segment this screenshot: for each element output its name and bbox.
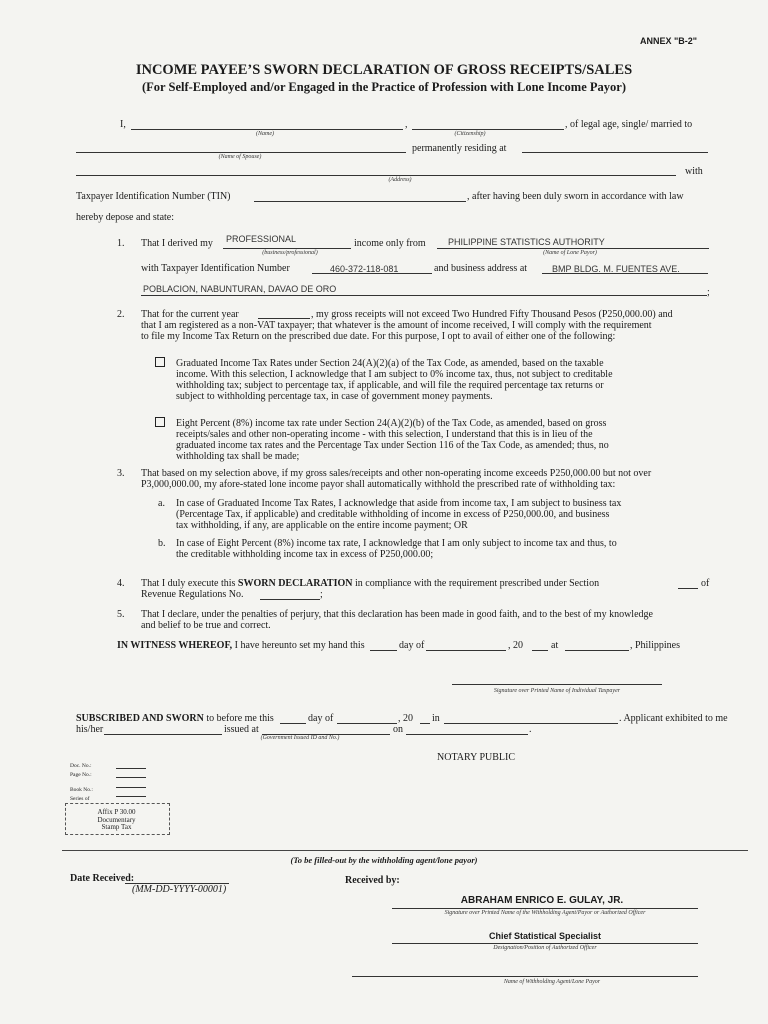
tin-field[interactable]: [254, 201, 466, 202]
item2-line1a: That for the current year: [141, 309, 239, 320]
opt-a-line: subject to withholding percentage tax, in case of government money payments.: [176, 391, 493, 402]
payor-line: [437, 248, 709, 249]
opt-b-line: receipts/sales and other non-operating income - with this selection, I understand that this is in lieu of the: [176, 429, 593, 440]
item1-num: 1.: [117, 238, 125, 249]
comma: ,: [405, 119, 408, 130]
item1-tin-label: with Taxpayer Identification Number: [141, 263, 290, 274]
witness-at: at: [551, 640, 559, 651]
item3-line1: That based on my selection above, if my gross sales/receipts and other non-operating income exceeds P250,000.00 but not over: [141, 468, 652, 479]
agent-name-line[interactable]: [352, 976, 698, 977]
item3a-line: (Percentage Tax, if applicable) and creditable withholding of income in excess of P250,000.00, and business: [176, 509, 610, 520]
officer-name: ABRAHAM ENRICO E. GULAY, JR.: [460, 895, 624, 906]
address-field[interactable]: [76, 175, 676, 176]
item3a-label: a.: [158, 498, 165, 509]
item4-line2: Revenue Regulations No.: [141, 589, 244, 600]
semicolon: ;: [707, 287, 710, 298]
subscribed-text: to before me this: [206, 713, 274, 724]
item2-line2: that I am registered as a non-VAT taxpayer; that whatever is the amount of income received, I will comply with the requirement: [141, 320, 652, 331]
eight-percent-text: [176, 418, 609, 462]
witness-month-field[interactable]: [426, 650, 506, 651]
book-no-label: Book No.:: [70, 787, 93, 793]
item3b-label: b.: [158, 538, 166, 549]
item2-num: 2.: [117, 309, 125, 320]
received-by-label: Received by:: [345, 875, 400, 886]
withholding-agent-note: (To be filled-out by the withholding agent/lone payor): [290, 855, 478, 865]
item4-text: That I duly execute this: [141, 578, 236, 589]
officer-signature-caption: Signature over Printed Name of the Withholding Agent/Payor or Authorized Officer: [444, 910, 646, 916]
payor-tin-value[interactable]: 460-372-118-081: [330, 264, 399, 274]
item2-line1b: , my gross receipts will not exceed Two Hundred Fifty Thousand Pesos (P250,000.00) and: [311, 309, 673, 320]
tin-label: Taxpayer Identification Number (TIN): [76, 191, 231, 202]
subscribed-his-her: his/her: [76, 724, 104, 735]
rr-number-field[interactable]: [260, 599, 320, 600]
citizenship-field[interactable]: [412, 129, 564, 130]
address-caption: (Address): [388, 177, 412, 183]
opt-a-line: Graduated Income Tax Rates under Section 24(A)(2)(a) of the Tax Code, as amended, based on the taxable: [176, 358, 604, 369]
officer-signature-line[interactable]: [392, 908, 698, 909]
item3a-line: In case of Graduated Income Tax Rates, I acknowledge that aside from income tax, I am subject to business tax: [176, 498, 622, 509]
item3b-text: [176, 538, 617, 560]
date-format-hint: (MM-DD-YYYY-00001): [132, 884, 227, 895]
section-field[interactable]: [678, 588, 698, 589]
eight-percent-checkbox[interactable]: [155, 417, 165, 427]
with-text: with: [685, 166, 703, 177]
item4-text: in compliance with the requirement prescribed under Section: [354, 578, 600, 589]
item5-line2: and belief to be true and correct.: [141, 620, 271, 631]
depose-text: hereby depose and state:: [76, 212, 175, 223]
taxpayer-signature-line[interactable]: [452, 684, 662, 685]
opt-a-line: income. With this selection, I acknowledge that I am subject to 0% income tax, thus, not subject to creditable: [176, 369, 613, 380]
doc-no-field[interactable]: [116, 768, 146, 769]
legal-age-text: , of legal age, single/ married to: [565, 119, 693, 130]
spouse-caption: (Name of Spouse): [218, 154, 262, 160]
witness-year-field[interactable]: [532, 650, 548, 651]
item3a-text: [176, 498, 621, 531]
annex-label: ANNEX "B-2": [640, 36, 698, 46]
witness-philippines: , Philippines: [630, 640, 681, 651]
item1-derived: That I derived my: [141, 238, 213, 249]
business-address-line2-value[interactable]: POBLACION, NABUNTURAN, DAVAO DE ORO: [143, 284, 337, 294]
item5-line1: That I declare, under the penalties of perjury, that this declaration has been made in good faith, and to the best of my knowledge: [141, 609, 653, 620]
stamp-affix: Affix P 30.00: [97, 808, 136, 816]
sworn-declaration-bold: SWORN DECLARATION: [237, 578, 353, 589]
item4-num: 4.: [117, 578, 125, 589]
subscribed-applicant: . Applicant exhibited to me: [619, 713, 728, 724]
opt-b-line: withholding tax shall be made;: [176, 451, 300, 462]
business-address-line: [542, 273, 708, 274]
item5-num: 5.: [117, 609, 125, 620]
date-received-label: Date Received:: [70, 873, 135, 884]
taxpayer-signature-caption: Signature over Printed Name of Individual Taxpayer: [493, 688, 621, 694]
section-divider: [62, 850, 748, 851]
series-field[interactable]: [116, 796, 146, 797]
biz-caption: (business/professional): [262, 250, 318, 256]
profession-line: [223, 248, 351, 249]
subscribed-year-field[interactable]: [420, 723, 430, 724]
opt-a-line: withholding tax; subject to percentage tax, if applicable, and will file the required percentage tax returns or: [176, 380, 604, 391]
sworn-text: , after having been duly sworn in accordance with law: [467, 191, 684, 202]
graduated-rate-text: [176, 358, 613, 402]
item4-of: of: [701, 578, 710, 589]
subscribed-day-field[interactable]: [280, 723, 306, 724]
payor-caption: (Name of Lone Payor): [543, 250, 597, 256]
item4-line1: [141, 578, 599, 589]
government-id-field[interactable]: [104, 734, 222, 735]
officer-designation: Chief Statistical Specialist: [488, 931, 602, 941]
stamp-tax: Stamp Tax: [101, 823, 132, 831]
doc-no-label: Doc. No.:: [70, 763, 92, 769]
agent-name-caption: Name of Withholding Agent/Lone Payor: [503, 979, 601, 985]
gov-id-caption: (Government Issued ID and No.): [260, 735, 340, 741]
issued-at: issued at: [224, 724, 259, 735]
stamp-text: [65, 809, 168, 832]
issued-date-field[interactable]: [406, 734, 528, 735]
item3-num: 3.: [117, 468, 125, 479]
item4-semicolon: ;: [320, 589, 323, 600]
name-caption: (Name): [256, 131, 274, 137]
witness-year-prefix: , 20: [508, 640, 523, 651]
series-label: Series of: [70, 795, 90, 802]
issued-period: .: [529, 724, 532, 735]
subscribed-line: [76, 713, 274, 724]
item3-line2: P3,000,000.00, my afore-stated lone income payor shall automatically withhold the prescribed rate of withholding tax:: [141, 479, 616, 490]
designation-caption: Designation/Position of Authorized Officer: [493, 945, 597, 951]
witness-day-of: day of: [399, 640, 425, 651]
profession-value[interactable]: PROFESSIONAL: [226, 234, 297, 244]
residing-text: permanently residing at: [412, 143, 507, 154]
current-year-field[interactable]: [258, 318, 310, 319]
page-no-field[interactable]: [116, 777, 146, 778]
witness-bold: IN WITNESS WHEREOF,: [117, 640, 233, 651]
payor-value[interactable]: PHILIPPINE STATISTICS AUTHORITY: [448, 237, 605, 247]
issued-on: on: [393, 724, 403, 735]
business-address-value[interactable]: BMP BLDG. M. FUENTES AVE.: [552, 264, 680, 274]
subscribed-in: in: [432, 713, 440, 724]
form-title: INCOME PAYEE’S SWORN DECLARATION OF GROSS RECEIPTS/SALES: [135, 62, 633, 78]
book-no-field[interactable]: [116, 787, 146, 788]
item3a-line: tax withholding, if any, are applicable on the entire income payment; OR: [176, 520, 468, 531]
payor-tin-line: [312, 273, 432, 274]
spouse-field[interactable]: [76, 152, 406, 153]
business-address-label: and business address at: [434, 263, 528, 274]
citizenship-caption: (Citizenship): [454, 131, 486, 137]
subscribed-month-field[interactable]: [337, 723, 397, 724]
intro-i: I,: [120, 119, 126, 130]
opt-b-line: Eight Percent (8%) income tax rate under Section 24(A)(2)(b) of the Tax Code, as amended, based on gross: [176, 418, 607, 429]
business-address-line2: [141, 295, 707, 296]
subscribed-bold: SUBSCRIBED AND SWORN: [76, 713, 204, 724]
page-no-label: Page No.:: [70, 771, 92, 778]
opt-b-line: graduated income tax rates and the Percentage Tax under Section 116 of the Tax Code, as amended; thus, no: [176, 440, 609, 451]
notary-public: NOTARY PUBLIC: [437, 752, 516, 763]
form-subtitle: (For Self-Employed and/or Engaged in the Practice of Profession with Lone Income Payor): [142, 80, 626, 94]
witness-line: [117, 640, 365, 651]
witness-text: I have hereunto set my hand this: [234, 640, 365, 651]
subscribed-day-of: day of: [308, 713, 334, 724]
item2-line3: to file my Income Tax Return on the prescribed due date. For this purpose, I opt to avail of either one of the following:: [141, 331, 616, 342]
designation-line[interactable]: [392, 943, 698, 944]
stamp-documentary: Documentary: [97, 815, 136, 824]
item3b-line: the creditable withholding income tax in excess of P250,000.00;: [176, 549, 434, 560]
subscribed-year-prefix: , 20: [398, 713, 413, 724]
doc-labels: [70, 762, 93, 803]
name-field[interactable]: [131, 129, 403, 130]
item3b-line: In case of Eight Percent (8%) income tax rate, I acknowledge that I am only subject to income tax and thus, to: [176, 538, 617, 549]
income-from-text: income only from: [354, 238, 426, 249]
graduated-rate-checkbox[interactable]: [155, 357, 165, 367]
witness-place-field[interactable]: [565, 650, 629, 651]
witness-day-field[interactable]: [370, 650, 397, 651]
residence-field[interactable]: [522, 152, 708, 153]
